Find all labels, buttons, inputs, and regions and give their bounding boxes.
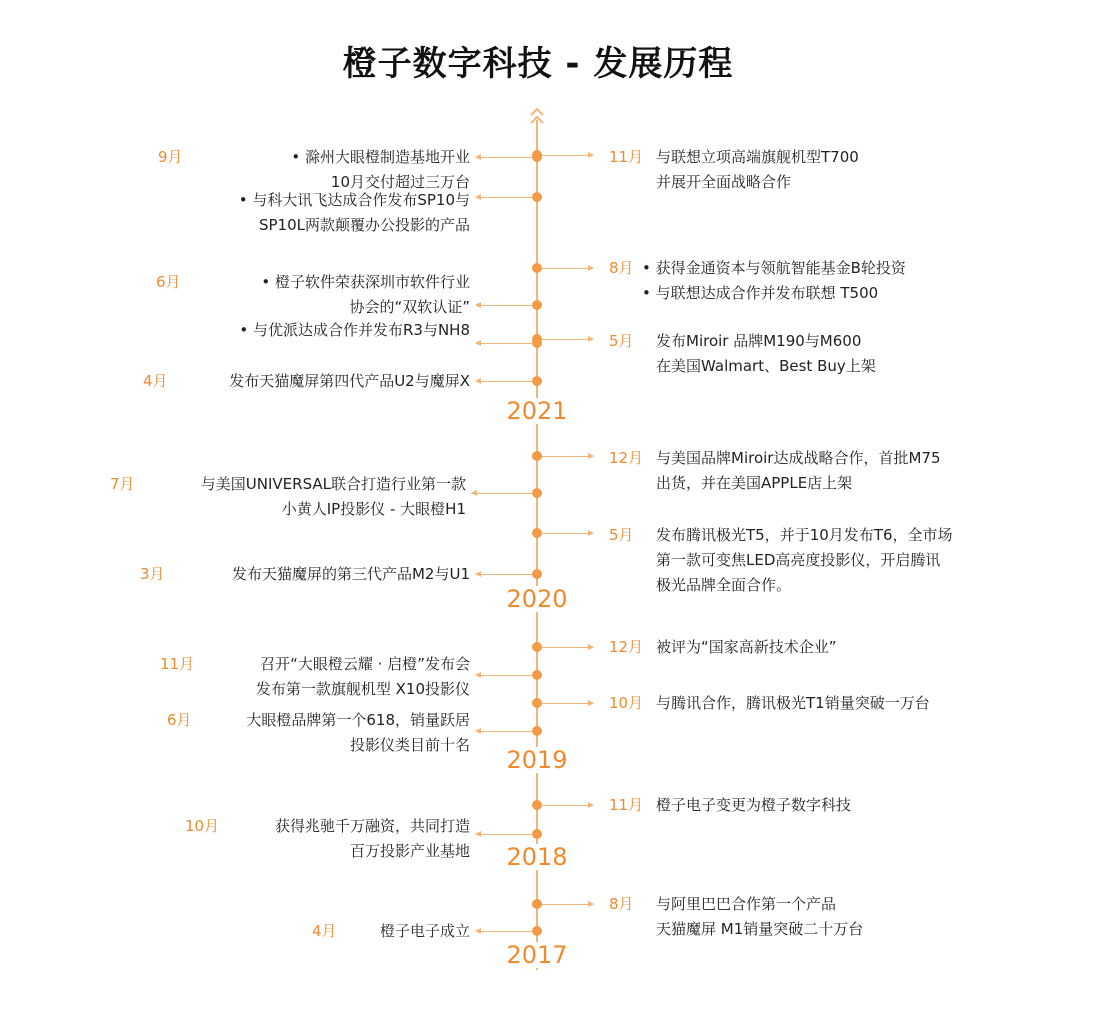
event-text: 投影仪类目前十名 xyxy=(349,736,470,754)
event-text: 小黄人IP投影仪 - 大眼橙H1 xyxy=(281,500,466,518)
double-chevron-up-icon xyxy=(528,104,546,128)
connector-line xyxy=(542,155,593,156)
connector-line xyxy=(542,339,593,340)
event-text: 第一款可变焦LED高亮度投影仪，开启腾讯 xyxy=(656,551,941,569)
event-text: 10月交付超过三万台 xyxy=(330,173,470,191)
event-text: • 与优派达成合作并发布R3与NH8 xyxy=(239,321,470,339)
timeline-dot xyxy=(532,192,542,202)
connector-line xyxy=(476,157,533,158)
event-text: 发布天猫魔屏第四代产品U2与魔屏X xyxy=(229,372,470,390)
connector-line xyxy=(542,268,593,269)
event-month: 8月 xyxy=(609,895,634,913)
event-text: 百万投影产业基地 xyxy=(349,842,470,860)
timeline-dot xyxy=(532,726,542,736)
connector-line xyxy=(542,647,593,648)
event-month: 11月 xyxy=(160,655,195,673)
connector-line xyxy=(476,305,533,306)
timeline-dot xyxy=(532,451,542,461)
event-month: 6月 xyxy=(167,711,192,729)
connector-line xyxy=(476,834,533,835)
event-text: 与联想立项高端旗舰机型T700 xyxy=(656,148,859,166)
year-label: 2021 xyxy=(477,398,597,424)
timeline-dot xyxy=(532,829,542,839)
event-month: 12月 xyxy=(609,638,644,656)
event-text: • 获得金通资本与领航智能基金B轮投资 xyxy=(642,259,906,277)
timeline-dot xyxy=(532,150,542,160)
event-month: 3月 xyxy=(140,565,165,583)
event-text: 发布Miroir 品牌M190与M600 xyxy=(656,332,862,350)
event-month: 6月 xyxy=(156,273,181,291)
timeline-dot xyxy=(532,670,542,680)
event-text: 并展开全面战略合作 xyxy=(656,173,792,191)
year-label: 2018 xyxy=(477,844,597,870)
event-text: SP10L两款颠覆办公投影的产品 xyxy=(258,216,470,234)
connector-line xyxy=(476,197,533,198)
event-text: 获得兆驰千万融资，共同打造 xyxy=(274,817,470,835)
connector-line xyxy=(476,731,533,732)
event-text: • 滁州大眼橙制造基地开业 xyxy=(291,148,470,166)
event-text: 与阿里巴巴合作第一个产品 xyxy=(656,895,837,913)
connector-line xyxy=(476,931,533,932)
timeline-dot xyxy=(532,334,542,344)
event-month: 4月 xyxy=(312,922,337,940)
year-label: 2019 xyxy=(477,747,597,773)
timeline-dot xyxy=(532,698,542,708)
event-text: 极光品牌全面合作。 xyxy=(656,576,792,594)
event-month: 12月 xyxy=(609,449,644,467)
event-month: 7月 xyxy=(110,475,135,493)
connector-line xyxy=(476,675,533,676)
event-text: 与美国UNIVERSAL联合打造行业第一款 xyxy=(200,475,466,493)
year-label: 2017 xyxy=(477,942,597,968)
event-text: 发布天猫魔屏的第三代产品M2与U1 xyxy=(231,565,470,583)
event-text: 出货，并在美国APPLE店上架 xyxy=(656,474,853,492)
event-text: 与腾讯合作，腾讯极光T1销量突破一万台 xyxy=(656,694,930,712)
page-title: 橙子数字科技 - 发展历程 xyxy=(342,44,734,84)
event-month: 9月 xyxy=(158,148,183,166)
event-month: 10月 xyxy=(609,694,644,712)
event-text: 召开“大眼橙云耀 · 启橙”发布会 xyxy=(260,655,470,673)
event-text: 发布第一款旗舰机型 X10投影仪 xyxy=(255,680,470,698)
year-label: 2020 xyxy=(477,586,597,612)
timeline-dot xyxy=(532,899,542,909)
connector-line xyxy=(476,574,533,575)
timeline-dot xyxy=(532,528,542,538)
event-text: 橙子电子变更为橙子数字科技 xyxy=(656,796,852,814)
connector-line xyxy=(542,703,593,704)
connector-line xyxy=(542,805,593,806)
connector-line xyxy=(472,493,533,494)
timeline-dot xyxy=(532,488,542,498)
connector-line xyxy=(476,381,533,382)
event-text: 天猫魔屏 M1销量突破二十万台 xyxy=(656,920,864,938)
event-month: 11月 xyxy=(609,796,644,814)
event-text: 与美国品牌Miroir达成战略合作，首批M75 xyxy=(656,449,941,467)
connector-line xyxy=(476,343,533,344)
event-text: 在美国Walmart、Best Buy上架 xyxy=(656,357,876,375)
event-text: • 与联想达成合作并发布联想 T500 xyxy=(642,284,879,302)
event-text: 发布腾讯极光T5，并于10月发布T6，全市场 xyxy=(656,526,953,544)
timeline-dot xyxy=(532,926,542,936)
event-text: 协会的“双软认证” xyxy=(349,298,470,316)
connector-line xyxy=(542,533,593,534)
event-month: 11月 xyxy=(609,148,644,166)
event-text: 大眼橙品牌第一个618，销量跃居 xyxy=(246,711,470,729)
timeline-dot xyxy=(532,642,542,652)
event-month: 5月 xyxy=(609,526,634,544)
timeline-dot xyxy=(532,569,542,579)
timeline-dot xyxy=(532,800,542,810)
event-text: 被评为“国家高新技术企业” xyxy=(656,638,837,656)
event-month: 5月 xyxy=(609,332,634,350)
connector-line xyxy=(542,456,593,457)
event-month: 8月 xyxy=(609,259,634,277)
event-text: • 橙子软件荣获深圳市软件行业 xyxy=(261,273,470,291)
timeline-dot xyxy=(532,263,542,273)
event-text: • 与科大讯飞达成合作发布SP10与 xyxy=(238,191,470,209)
event-month: 10月 xyxy=(185,817,220,835)
timeline-dot xyxy=(532,300,542,310)
event-month: 4月 xyxy=(143,372,168,390)
connector-line xyxy=(542,904,593,905)
event-text: 橙子电子成立 xyxy=(379,922,470,940)
timeline-dot xyxy=(532,376,542,386)
